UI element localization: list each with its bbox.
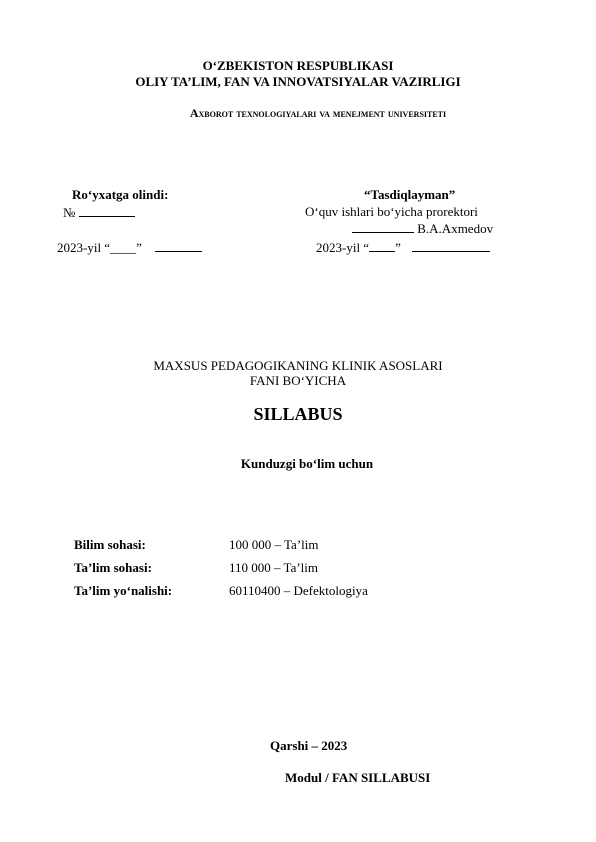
next-section-heading: Modul / FAN SILLABUSI (285, 770, 431, 785)
signature-blank (352, 221, 414, 233)
registration-number-blank (79, 205, 135, 217)
approval-position: O‘quv ishlari bo‘yicha prorektori (305, 204, 478, 219)
approval-date (316, 240, 490, 256)
info-value: 100 000 – Ta’lim (229, 537, 319, 552)
number-sign: № (63, 205, 76, 220)
registration-date-blank (155, 240, 202, 252)
registration-number (63, 205, 135, 221)
approval-date-prefix: 2023-yil “ (316, 240, 370, 255)
ministry-country: O‘ZBEKISTON RESPUBLIKASI (202, 58, 394, 73)
approval-signature-line (352, 221, 493, 237)
approval-month-blank (412, 240, 490, 252)
info-label: Bilim sohasi: (74, 537, 146, 552)
signer-name: B.A.Axmedov (417, 221, 494, 236)
registration-date (57, 240, 202, 256)
approval-title: “Tasdiqlayman” (364, 187, 456, 202)
approval-day-blank (369, 240, 395, 252)
study-mode: Kunduzgi bo‘lim uchun (240, 456, 374, 471)
approval-date-quote: ” (395, 240, 401, 255)
university-name: Axborot texnologiyalari va menejment universiteti (189, 106, 447, 120)
registration-date-text: 2023-yil “____” (57, 240, 142, 255)
info-value: 60110400 – Defektologiya (229, 583, 368, 598)
subject-title-line2: FANI BO‘YICHA (249, 373, 347, 388)
registration-title: Ro‘yxatga olindi: (72, 187, 169, 202)
info-value: 110 000 – Ta’lim (229, 560, 319, 575)
info-label: Ta’lim yo‘nalishi: (74, 583, 173, 598)
info-label: Ta’lim sohasi: (74, 560, 152, 575)
subject-title-line1: MAXSUS PEDAGOGIKANING KLINIK ASOSLARI (153, 358, 443, 373)
city-year: Qarshi – 2023 (270, 738, 348, 753)
ministry-name: OLIY TA’LIM, FAN VA INNOVATSIYALAR VAZIRLIGI (135, 74, 461, 89)
document-type: SILLABUS (253, 404, 343, 424)
